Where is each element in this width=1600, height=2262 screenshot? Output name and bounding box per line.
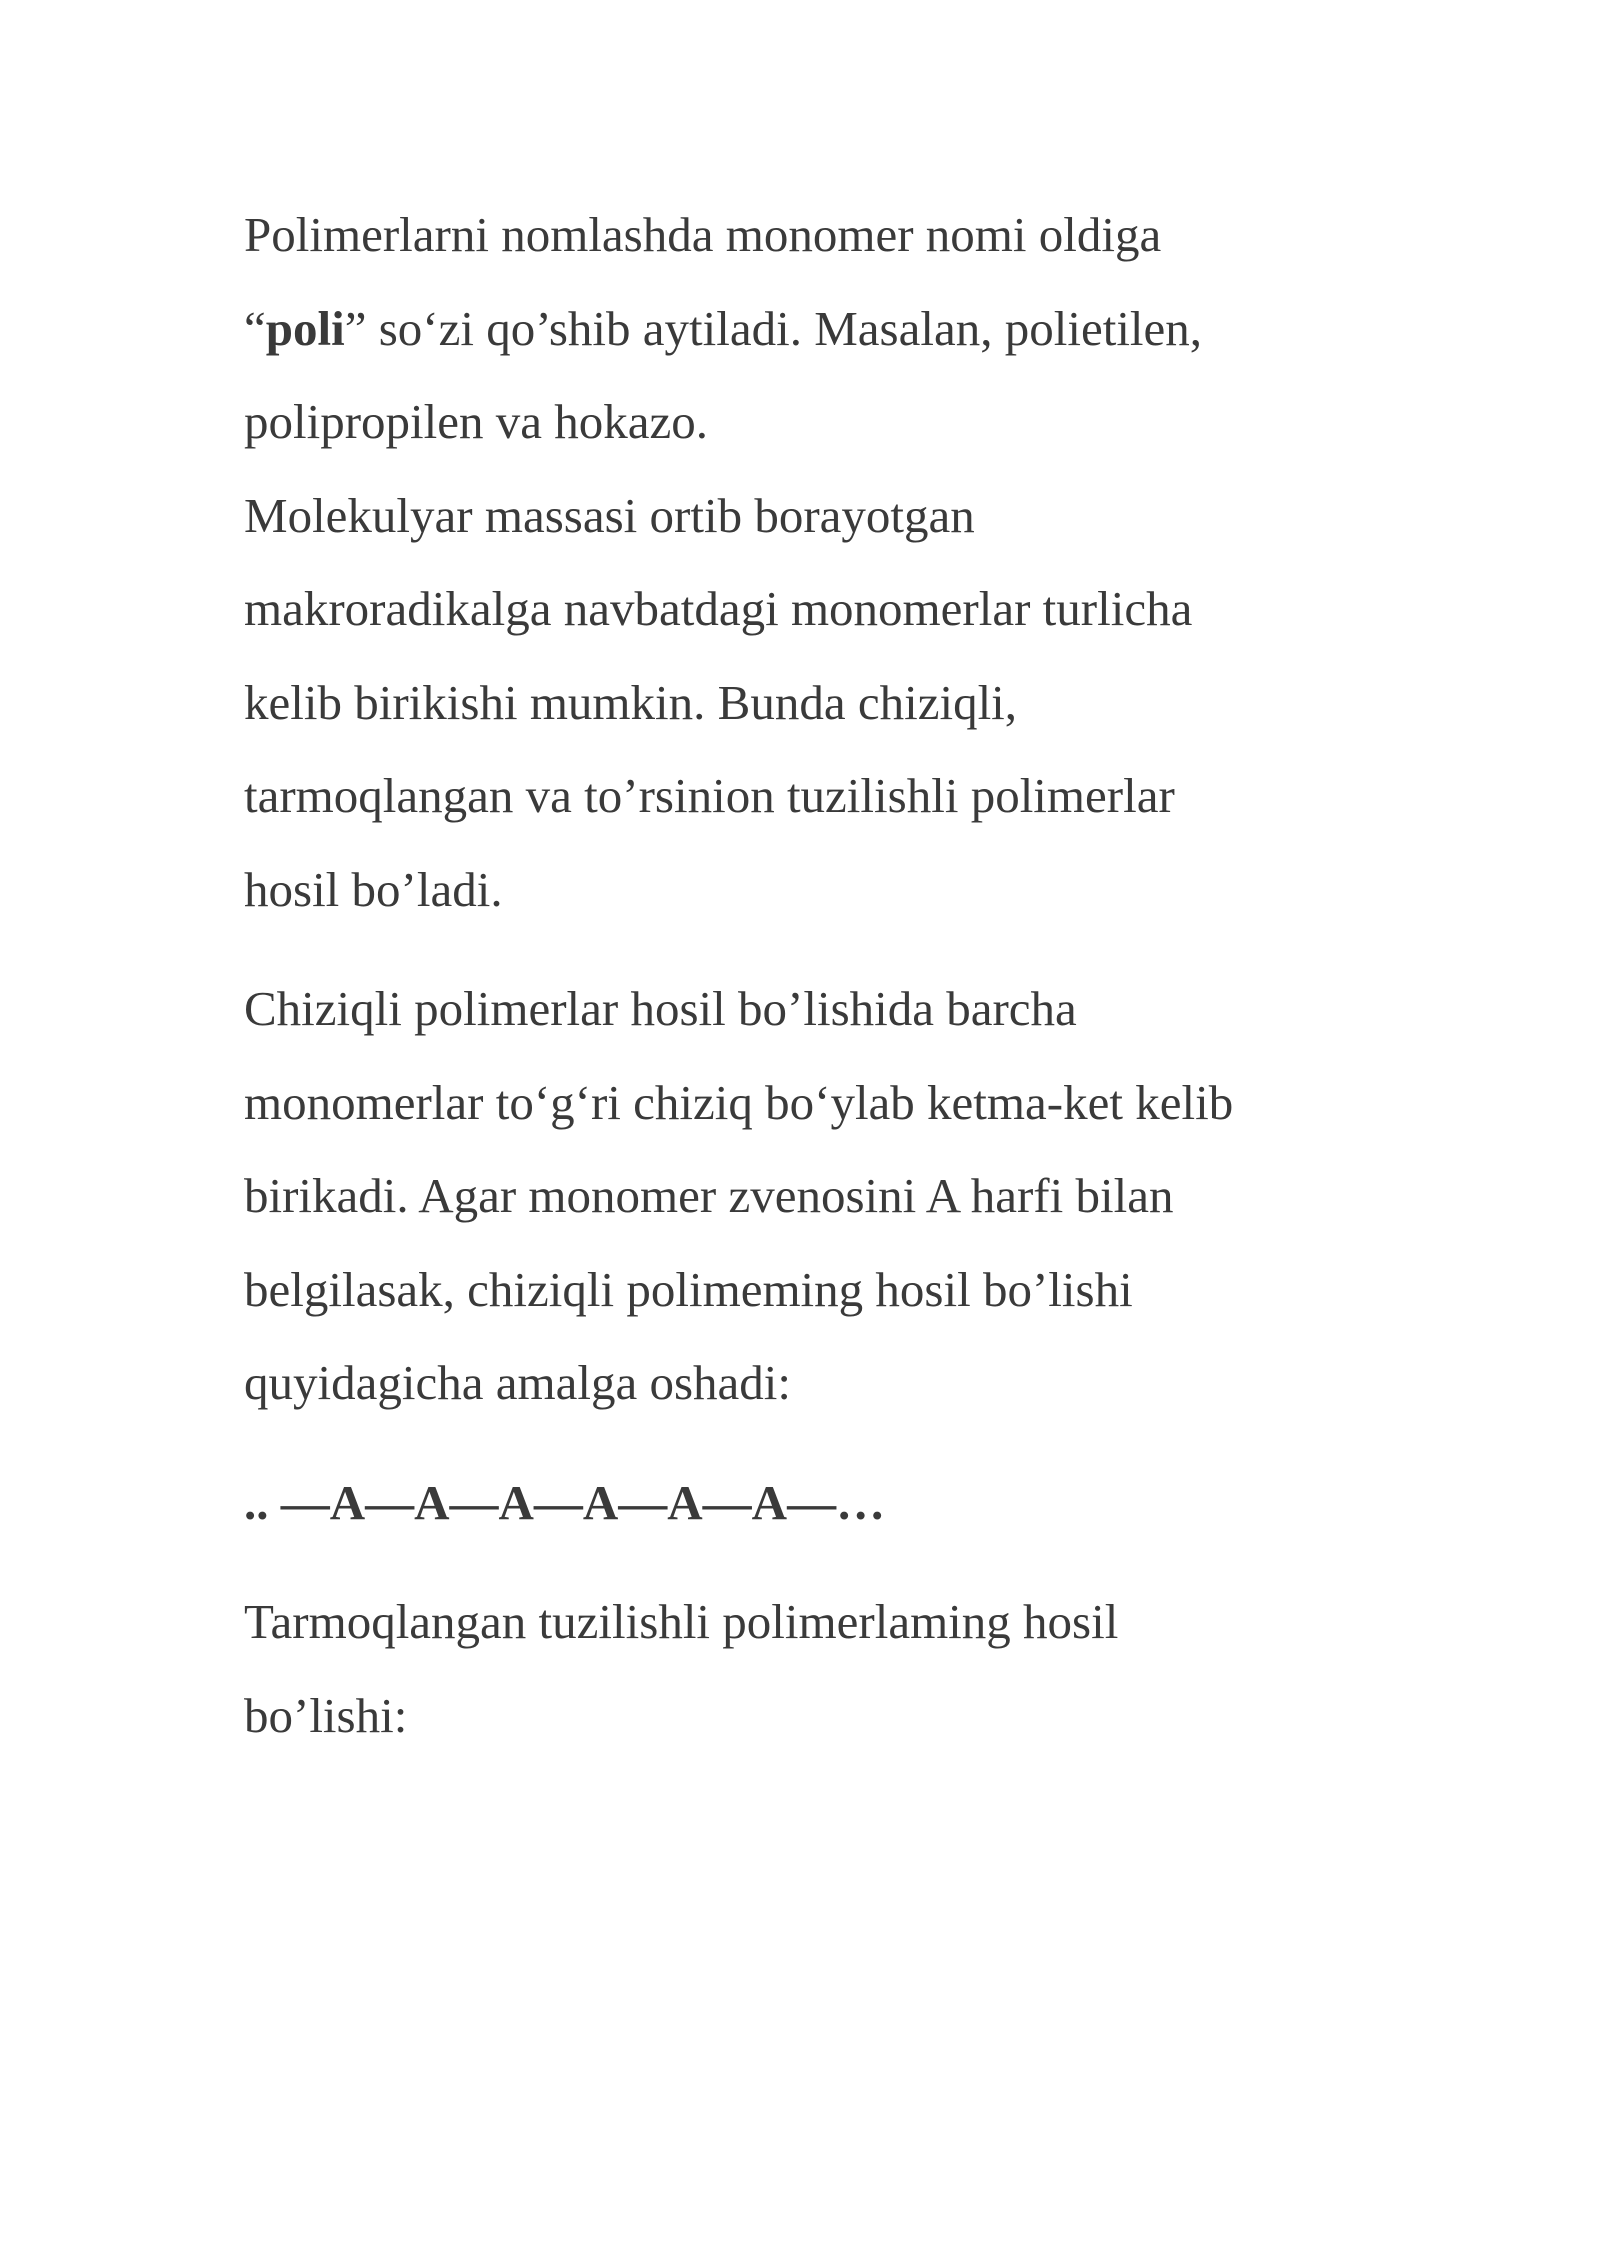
text-line: polipropilen va hokazo. — [244, 394, 709, 449]
text-line: belgilasak, chiziqli polimeming hosil bo’lishi — [244, 1261, 1133, 1317]
paragraph-molecular-mass — [244, 469, 1374, 937]
text-line: quyidagicha amalga oshadi: — [244, 1355, 791, 1410]
text-line: Polimerlarni nomlashda monomer nomi oldiga — [244, 207, 1162, 262]
chain-formula: .. —A—A—A—A—A—A—… — [244, 1474, 886, 1530]
text-line: kelib birikishi mumkin. Bunda chiziqli, — [244, 674, 1018, 730]
paragraph-linear-polymers — [244, 962, 1374, 1430]
text-line: makroradikalga navbatdagi monomerlar turlicha — [244, 581, 1193, 636]
text-line: hosil bo’ladi. — [244, 861, 503, 917]
text-line: tarmoqlangan va to’rsinion tuzilishli polimerlar — [244, 768, 1175, 823]
document-body — [244, 188, 1374, 1762]
paragraph-naming — [244, 188, 1374, 469]
text-line — [244, 282, 1374, 376]
text-line: monomerlar to‘g‘ri chiziq bo‘ylab ketma-ket kelib — [244, 1074, 1234, 1130]
quote-open: “ — [244, 300, 266, 356]
text-line: Tarmoqlangan tuzilishli polimerlaming hosil — [244, 1594, 1119, 1649]
text-line: bo’lishi: — [244, 1687, 408, 1743]
text-line: Molekulyar massasi ortib borayotgan — [244, 487, 975, 543]
bold-term-poli: poli — [265, 300, 345, 356]
text-line: birikadi. Agar monomer zvenosini A harfi bilan — [244, 1168, 1174, 1223]
text-fragment: ” so‘zi qo’shib aytiladi. Masalan, polietilen, — [344, 300, 1203, 356]
paragraph-branched-polymers — [244, 1575, 1374, 1762]
text-line: Chiziqli polimerlar hosil bo’lishida barcha — [244, 981, 1077, 1036]
